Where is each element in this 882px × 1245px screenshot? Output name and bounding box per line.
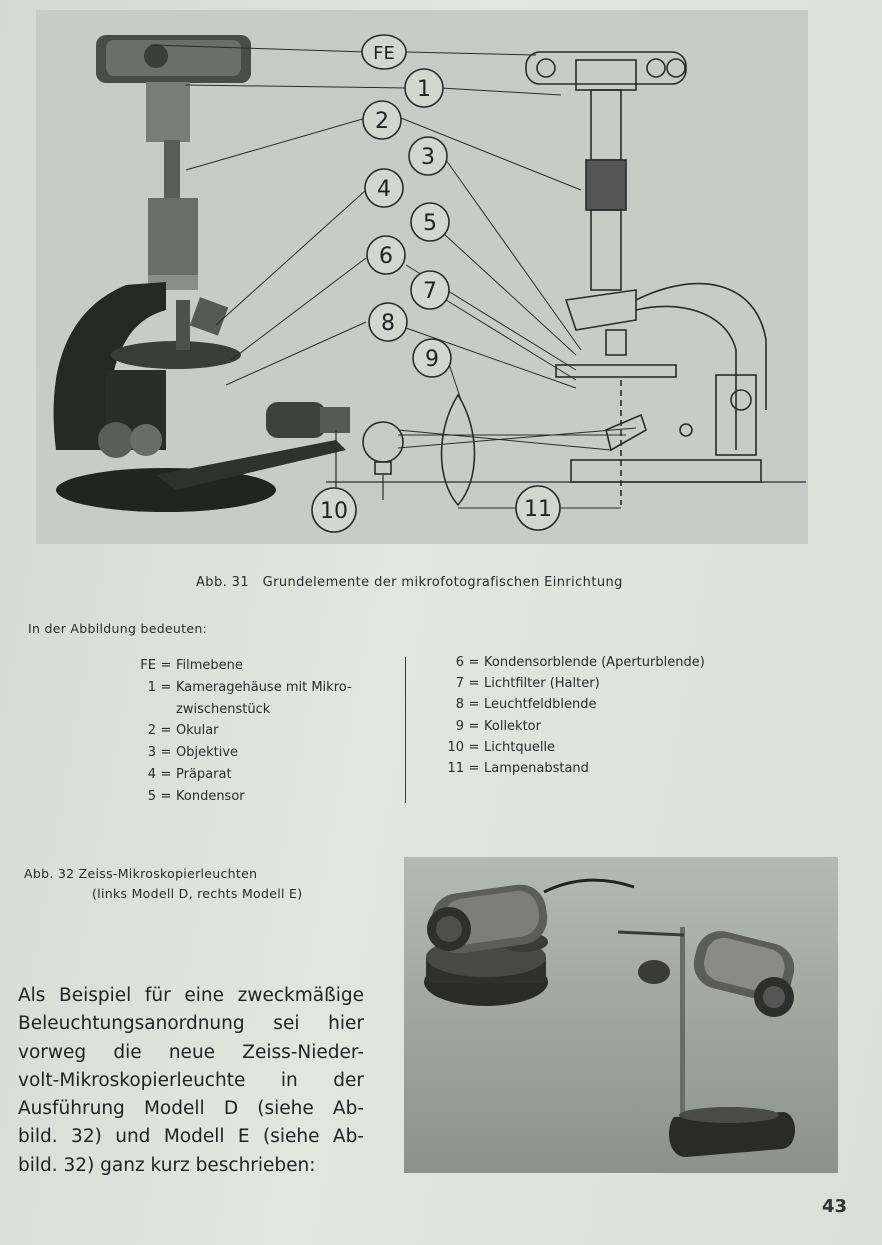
- callout-label: 7: [423, 279, 437, 304]
- figure-31-title: Grundelemente der mikrofotografischen Einrichtung: [262, 575, 623, 590]
- body-line: bild. 32) und Modell E (siehe Ab-: [18, 1126, 364, 1148]
- legend-row: [100, 764, 390, 786]
- legend-value: Kondensor: [176, 788, 245, 804]
- equals-sign: =: [468, 655, 480, 670]
- legend-value: Okular: [176, 723, 219, 739]
- legend-intro: In der Abbildung bedeuten:: [28, 621, 208, 636]
- equals-sign: =: [468, 739, 480, 755]
- legend-value: zwischenstück: [176, 701, 271, 717]
- callout-label: 2: [375, 109, 389, 134]
- legend-key: 7: [455, 676, 464, 692]
- callout-label: 11: [524, 497, 552, 522]
- callout-label: 6: [379, 244, 393, 269]
- callout-label: 9: [425, 347, 439, 372]
- legend-row: [420, 737, 760, 758]
- legend-row: [420, 716, 760, 737]
- legend-key: 3: [147, 745, 156, 761]
- legend-value: Kondensorblende (Aperturblende): [484, 655, 705, 670]
- figure-31-number: Abb. 31: [196, 575, 250, 590]
- callout-label: 1: [417, 77, 431, 102]
- legend-key: 5: [147, 788, 156, 804]
- legend-key: 10: [447, 739, 464, 755]
- body-paragraph: [18, 982, 364, 1180]
- legend-key: 1: [147, 679, 156, 695]
- legend-value: Lampenabstand: [484, 761, 589, 777]
- callout-9: [413, 339, 451, 377]
- callout-8: [369, 303, 407, 341]
- page-number: 43: [822, 1196, 848, 1217]
- legend-row: [100, 742, 390, 764]
- equals-sign: =: [160, 658, 172, 673]
- figure-32-photo: [404, 857, 838, 1173]
- legend-value: Kollektor: [484, 718, 541, 734]
- schematic-drawing: [151, 45, 806, 508]
- body-line: bild. 32) ganz kurz beschrieben:: [18, 1154, 316, 1176]
- legend-value: Filmebene: [176, 658, 243, 673]
- figure-31-illustration: [36, 10, 808, 544]
- legend-value: Lichtfilter (Halter): [484, 676, 600, 692]
- callout-label: 5: [423, 211, 437, 236]
- legend-value: Lichtquelle: [484, 739, 556, 755]
- legend-row: [100, 677, 390, 699]
- callout-11: [516, 486, 560, 530]
- figure-32-caption-line1: Abb. 32 Zeiss-Mikroskopierleuchten: [24, 866, 258, 881]
- callout-label: 4: [377, 177, 391, 202]
- figure-31-caption: [196, 575, 623, 590]
- callout-5: [411, 203, 449, 241]
- legend-key: 6: [455, 655, 464, 670]
- body-line: Ausführung Modell D (siehe Ab-: [18, 1098, 364, 1120]
- legend-row: [100, 720, 390, 742]
- legend-key: 8: [455, 697, 464, 713]
- legend-value: Objektive: [176, 745, 239, 761]
- body-line: vorweg die neue Zeiss-Nieder-: [18, 1041, 364, 1063]
- legend-key: 2: [147, 723, 156, 739]
- callout-label: 10: [320, 499, 348, 524]
- equals-sign: =: [468, 761, 480, 777]
- callout-6: [367, 236, 405, 274]
- legend-row: [420, 652, 760, 673]
- callout-circles: [312, 35, 560, 532]
- equals-sign: =: [160, 788, 172, 804]
- microscope-photo: [54, 35, 350, 512]
- equals-sign: =: [160, 679, 172, 695]
- legend-right-column: [420, 652, 760, 779]
- body-line: Beleuchtungsanordnung sei hier: [18, 1013, 364, 1035]
- callout-4: [365, 169, 403, 207]
- equals-sign: =: [468, 676, 480, 692]
- equals-sign: =: [160, 723, 172, 739]
- legend-row-continuation: [100, 699, 390, 721]
- callout-3: [409, 137, 447, 175]
- equals-sign: =: [468, 718, 480, 734]
- body-line: volt-Mikroskopierleuchte in der: [18, 1069, 364, 1091]
- callout-label: FE: [373, 43, 395, 64]
- legend-key: 9: [455, 718, 464, 734]
- callout-1: [405, 69, 443, 107]
- callout-2: [363, 101, 401, 139]
- legend-row: [420, 673, 760, 694]
- legend-key: 11: [447, 761, 464, 777]
- equals-sign: =: [160, 766, 172, 782]
- legend-row: [100, 655, 390, 677]
- callout-fe: [362, 35, 406, 69]
- legend-row: [100, 786, 390, 808]
- legend-value: Leuchtfeldblende: [484, 697, 597, 713]
- callout-7: [411, 271, 449, 309]
- legend-row: [420, 694, 760, 715]
- legend-row: [420, 758, 760, 779]
- callout-10: [312, 488, 356, 532]
- body-line: Als Beispiel für eine zweckmäßige: [18, 985, 364, 1006]
- legend-left-column: [100, 655, 390, 808]
- equals-sign: =: [468, 697, 480, 713]
- legend-key: 4: [147, 766, 156, 782]
- legend-divider: [405, 657, 406, 803]
- legend-key: FE: [140, 658, 156, 673]
- callout-label: 8: [381, 311, 395, 336]
- figure-32-caption-line2: (links Modell D, rechts Modell E): [92, 886, 303, 901]
- legend-value: Präparat: [176, 766, 232, 782]
- callout-label: 3: [421, 145, 435, 170]
- equals-sign: =: [160, 745, 172, 761]
- legend-value: Kameragehäuse mit Mikro-: [176, 679, 352, 695]
